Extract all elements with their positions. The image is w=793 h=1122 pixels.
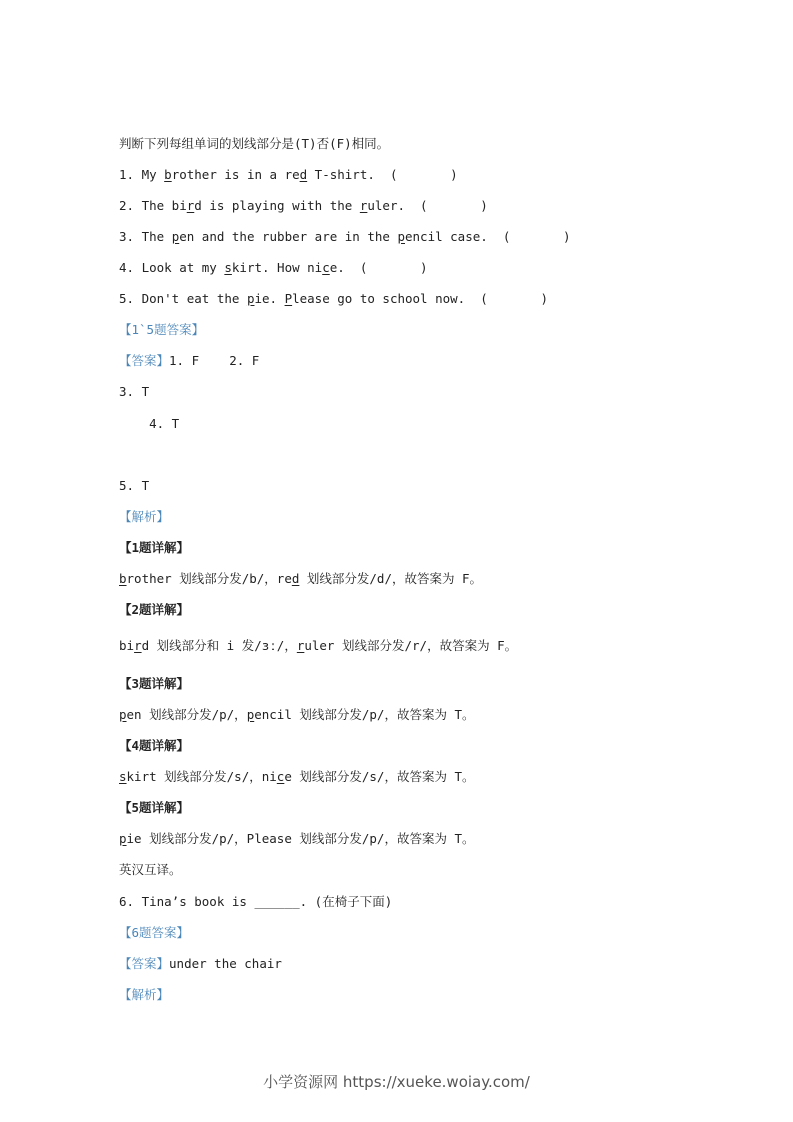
text-segment: ie. — [254, 291, 285, 306]
underlined-letter: r — [296, 638, 305, 653]
underlined-letter: c — [322, 260, 330, 275]
text-segment: 5. T — [119, 478, 150, 493]
text-line — [119, 831, 475, 847]
text-line — [119, 602, 189, 618]
text-segment: 3. The — [119, 229, 172, 244]
text-line — [119, 198, 488, 214]
text-line — [119, 416, 179, 432]
text-segment: 1. F 2. F — [169, 353, 260, 368]
underlined-letter: p — [397, 229, 405, 244]
section-heading: 【5题详解】 — [119, 800, 190, 815]
text-line — [119, 707, 475, 723]
text-line — [119, 769, 475, 785]
section-label: 【1`5题答案】 — [119, 322, 205, 337]
underlined-letter: p — [246, 707, 255, 722]
text-segment: T-shirt. ( ) — [307, 167, 458, 182]
text-line — [119, 260, 428, 276]
text-segment: uler 划线部分发/r/，故答案为 F。 — [304, 638, 518, 653]
underlined-letter: s — [119, 769, 127, 784]
text-segment: d 划线部分和 i 发/ɜː/， — [141, 638, 297, 653]
underlined-letter: b — [164, 167, 172, 182]
text-segment: d is playing with the — [194, 198, 360, 213]
text-segment: kirt. How ni — [231, 260, 323, 275]
text-segment: 4. Look at my — [119, 260, 225, 275]
section-label: 【6题答案】 — [119, 925, 190, 940]
text-segment: encil 划线部分发/p/，故答案为 T。 — [254, 707, 475, 722]
text-segment: bi — [119, 638, 135, 653]
text-line — [119, 509, 169, 525]
text-segment: 2. The bi — [119, 198, 187, 213]
text-segment: rother is in a re — [171, 167, 300, 182]
text-line — [119, 167, 458, 183]
section-heading: 【2题详解】 — [119, 602, 190, 617]
underlined-letter: c — [276, 769, 285, 784]
underlined-letter: r — [134, 638, 142, 653]
text-segment: 英汉互译。 — [119, 862, 182, 877]
text-line — [119, 136, 389, 152]
text-line — [119, 894, 392, 910]
underlined-letter: r — [359, 198, 368, 213]
text-segment: en 划线部分发/p/， — [126, 707, 247, 722]
text-segment: 划线部分发/d/，故答案为 F。 — [299, 571, 483, 586]
text-segment: uler. ( ) — [367, 198, 488, 213]
text-segment: under the chair — [169, 956, 282, 971]
underlined-letter: p — [119, 707, 127, 722]
text-segment: lease go to school now. ( ) — [292, 291, 548, 306]
underlined-letter: r — [186, 198, 195, 213]
text-line — [119, 384, 149, 400]
underlined-letter: p — [246, 291, 255, 306]
section-label: 【答案】 — [119, 956, 170, 971]
underlined-letter: d — [291, 571, 300, 586]
text-segment: 4. T — [119, 416, 180, 431]
text-line — [119, 925, 189, 941]
text-segment: e. ( ) — [329, 260, 428, 275]
text-line — [119, 638, 517, 654]
text-segment: 6. Tina’s book is ______. (在椅子下面) — [119, 894, 393, 909]
section-heading: 【4题详解】 — [119, 738, 190, 753]
text-segment: rother 划线部分发/b/，re — [126, 571, 292, 586]
text-segment: 3. T — [119, 384, 150, 399]
underlined-letter: P — [284, 291, 293, 306]
text-line — [119, 800, 189, 816]
section-heading: 【3题详解】 — [119, 676, 190, 691]
text-segment: 判断下列每组单词的划线部分是(T)否(F)相同。 — [119, 136, 390, 151]
text-line — [119, 956, 282, 972]
text-line — [119, 862, 182, 878]
text-segment: encil case. ( ) — [405, 229, 571, 244]
text-line — [119, 478, 149, 494]
text-segment: 5. Don't eat the — [119, 291, 247, 306]
text-line — [119, 291, 548, 307]
text-segment: e 划线部分发/s/，故答案为 T。 — [284, 769, 475, 784]
underlined-letter: s — [224, 260, 232, 275]
section-label: 【答案】 — [119, 353, 170, 368]
text-line — [119, 353, 259, 369]
section-label: 【解析】 — [119, 987, 170, 1002]
underlined-letter: d — [299, 167, 308, 182]
section-label: 【解析】 — [119, 509, 170, 524]
text-line — [119, 987, 169, 1003]
text-segment: en and the rubber are in the — [179, 229, 398, 244]
text-line — [119, 571, 482, 587]
text-line — [119, 676, 189, 692]
text-segment: 1. My — [119, 167, 165, 182]
text-line — [119, 738, 189, 754]
text-line — [119, 322, 204, 338]
underlined-letter: b — [119, 571, 127, 586]
text-segment: kirt 划线部分发/s/，ni — [126, 769, 277, 784]
text-segment: ie 划线部分发/p/，Please 划线部分发/p/，故答案为 T。 — [126, 831, 475, 846]
footer-watermark: 小学资源网 https://xueke.woiay.com/ — [263, 1073, 530, 1091]
text-line — [119, 229, 571, 245]
underlined-letter: p — [119, 831, 127, 846]
section-heading: 【1题详解】 — [119, 540, 190, 555]
text-line — [119, 540, 189, 556]
underlined-letter: p — [171, 229, 180, 244]
